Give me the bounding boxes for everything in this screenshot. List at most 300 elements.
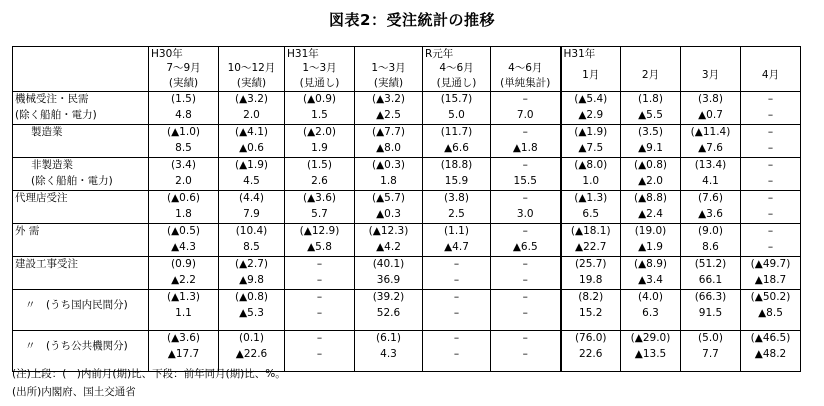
cell-top-value: (3.5)	[638, 126, 663, 138]
table-cell	[741, 191, 801, 224]
cell-bottom-value: ▲4.3	[171, 241, 196, 253]
cell-top-value: (▲3.2)	[235, 93, 268, 105]
cell-bottom-value: 2.5	[448, 208, 465, 220]
row-label-line	[15, 207, 148, 223]
cell-top-value: (▲0.5)	[167, 225, 200, 237]
column-header	[741, 47, 801, 92]
cell-bottom-value: 66.1	[698, 274, 723, 286]
table-cell	[355, 331, 423, 372]
table-cell	[423, 92, 491, 125]
cell-top-value: (25.7)	[574, 258, 607, 270]
table-cell	[741, 125, 801, 158]
cell-top-value: (1.1)	[444, 225, 469, 237]
cell-top-value: (4.0)	[638, 291, 663, 303]
row-label	[13, 257, 149, 290]
row-label	[13, 224, 149, 257]
table-cell	[355, 257, 423, 290]
cell-top-value: (15.7)	[440, 93, 473, 105]
cell-bottom-value: ▲5.8	[307, 241, 332, 253]
cell-top-value: (▲49.7)	[750, 258, 791, 270]
cell-top-value: (▲0.8)	[634, 159, 667, 171]
cell-top-value: (▲0.3)	[372, 159, 405, 171]
cell-top-value: (6.1)	[376, 332, 401, 344]
cell-bottom-value: ▲0.6	[239, 142, 264, 154]
table-cell	[561, 191, 621, 224]
cell-bottom-value: ▲9.1	[638, 142, 663, 154]
cell-top-value: (18.8)	[440, 159, 473, 171]
cell-bottom-value: ▲7.6	[698, 142, 723, 154]
cell-top-value: (13.4)	[694, 159, 727, 171]
table-cell	[621, 158, 681, 191]
row-label-line: (除く船舶・電力)	[31, 175, 113, 187]
cell-bottom-value: –	[767, 208, 774, 220]
column-header-line: (単純集計)	[500, 77, 551, 89]
table-cell	[423, 224, 491, 257]
table-row	[13, 224, 801, 257]
cell-top-value: (11.7)	[440, 126, 473, 138]
row-label-line: 〃 (うち公共機関分)	[25, 340, 128, 352]
cell-top-value: –	[316, 291, 323, 303]
table-row	[13, 92, 801, 125]
cell-bottom-value: 15.2	[579, 307, 603, 319]
cell-bottom-value: 4.3	[380, 348, 397, 360]
cell-bottom-value: ▲4.7	[444, 241, 469, 253]
cell-bottom-value: –	[453, 307, 460, 319]
row-label-line: 非製造業	[31, 159, 73, 171]
cell-bottom-value: 15.9	[444, 175, 469, 187]
table-cell	[355, 191, 423, 224]
cell-top-value: (1.5)	[307, 159, 332, 171]
cell-bottom-value: 5.7	[311, 208, 328, 220]
cell-top-value: (3.8)	[698, 93, 723, 105]
row-label-line	[15, 240, 148, 256]
table-cell	[149, 158, 219, 191]
cell-top-value: (▲1.3)	[574, 192, 608, 204]
cell-top-value: (0.1)	[239, 332, 264, 344]
orders-table	[12, 46, 801, 372]
table-cell	[355, 158, 423, 191]
cell-top-value: (40.1)	[372, 258, 405, 270]
cell-top-value: (▲7.7)	[372, 126, 405, 138]
cell-bottom-value: 1.1	[175, 307, 192, 319]
column-header	[621, 47, 681, 92]
cell-top-value: (66.3)	[694, 291, 727, 303]
cell-top-value: (1.8)	[638, 93, 663, 105]
table-cell	[561, 290, 621, 331]
cell-top-value: (39.2)	[372, 291, 405, 303]
cell-bottom-value: –	[453, 274, 460, 286]
column-header-line: 1月	[582, 69, 600, 81]
table-cell	[219, 158, 285, 191]
cell-top-value: (▲4.1)	[235, 126, 268, 138]
table-cell	[285, 92, 355, 125]
cell-bottom-value: ▲48.2	[754, 348, 787, 360]
row-label-line: 代理店受注	[15, 192, 68, 204]
cell-bottom-value: ▲3.4	[638, 274, 663, 286]
row-label-line	[15, 273, 148, 289]
column-header-line: (見通し)	[299, 77, 340, 89]
cell-top-value: (1.5)	[171, 93, 196, 105]
cell-top-value: –	[522, 332, 528, 344]
table-cell	[355, 224, 423, 257]
row-label-line: 機械受注・民需	[15, 93, 89, 105]
table-cell	[219, 290, 285, 331]
column-header-line: 1～3月	[302, 62, 337, 74]
row-label-line: 製造業	[31, 126, 63, 138]
cell-top-value: –	[522, 159, 528, 171]
table-cell	[741, 158, 801, 191]
column-header-line: 10～12月	[227, 62, 276, 74]
column-header	[561, 47, 621, 92]
table-cell	[681, 92, 741, 125]
cell-top-value: (▲2.0)	[303, 126, 336, 138]
table-cell	[285, 224, 355, 257]
cell-top-value: –	[767, 93, 774, 105]
cell-bottom-value: ▲2.0	[638, 175, 663, 187]
column-header	[149, 47, 219, 92]
cell-bottom-value: ▲9.8	[239, 274, 264, 286]
cell-top-value: (4.4)	[239, 192, 264, 204]
table-cell	[149, 224, 219, 257]
table-row	[13, 191, 801, 224]
cell-bottom-value: 6.5	[582, 208, 600, 220]
cell-top-value: (▲1.3)	[167, 291, 200, 303]
table-cell	[149, 125, 219, 158]
table-cell	[423, 191, 491, 224]
cell-top-value: –	[767, 225, 774, 237]
cell-bottom-value: ▲13.5	[634, 348, 667, 360]
cell-bottom-value: ▲0.3	[376, 208, 401, 220]
page-title: 図表2：受注統計の推移	[329, 11, 495, 29]
cell-bottom-value: 4.1	[702, 175, 719, 187]
cell-bottom-value: 6.3	[642, 307, 659, 319]
cell-top-value: –	[316, 258, 323, 270]
cell-bottom-value: 7.0	[516, 109, 534, 121]
cell-bottom-value: 4.5	[243, 175, 260, 187]
cell-bottom-value: 22.6	[579, 348, 603, 360]
cell-bottom-value: –	[522, 307, 528, 319]
cell-top-value: –	[767, 192, 774, 204]
table-cell	[285, 257, 355, 290]
column-header-line: 4～6月	[508, 62, 543, 74]
cell-bottom-value: ▲7.5	[578, 142, 604, 154]
row-label	[13, 290, 149, 331]
table-cell	[561, 158, 621, 191]
row-label	[13, 158, 149, 191]
cell-bottom-value: ▲8.0	[376, 142, 401, 154]
column-header	[355, 47, 423, 92]
cell-top-value: (19.0)	[634, 225, 667, 237]
table-cell	[621, 125, 681, 158]
column-header-line: (実績)	[168, 77, 199, 89]
cell-bottom-value: ▲2.2	[171, 274, 196, 286]
cell-top-value: –	[522, 126, 528, 138]
cell-top-value: (▲50.2)	[750, 291, 791, 303]
header-corner	[13, 47, 149, 92]
cell-top-value: (3.4)	[171, 159, 196, 171]
column-header	[681, 47, 741, 92]
table-cell	[681, 158, 741, 191]
cell-top-value: (▲3.2)	[372, 93, 405, 105]
cell-top-value: (9.0)	[698, 225, 723, 237]
column-header	[423, 47, 491, 92]
cell-bottom-value: ▲17.7	[167, 348, 200, 360]
cell-top-value: –	[522, 258, 528, 270]
table-cell	[491, 191, 561, 224]
cell-top-value: –	[453, 332, 460, 344]
table-cell	[491, 224, 561, 257]
cell-bottom-value: ▲22.6	[235, 348, 268, 360]
cell-top-value: –	[453, 291, 460, 303]
cell-top-value: –	[522, 291, 528, 303]
cell-top-value: (▲12.3)	[368, 225, 409, 237]
cell-bottom-value: –	[316, 307, 323, 319]
cell-bottom-value: 4.8	[175, 109, 192, 121]
cell-bottom-value: –	[316, 274, 323, 286]
table-cell	[621, 331, 681, 372]
table-cell	[219, 224, 285, 257]
column-header-line: (見通し)	[436, 77, 477, 89]
column-header	[219, 47, 285, 92]
table-cell	[621, 257, 681, 290]
cell-top-value: (▲5.7)	[372, 192, 405, 204]
cell-bottom-value: 2.0	[175, 175, 192, 187]
column-header	[491, 47, 561, 92]
table-cell	[681, 191, 741, 224]
cell-top-value: (10.4)	[235, 225, 268, 237]
cell-top-value: (▲46.5)	[750, 332, 791, 344]
table-cell	[681, 331, 741, 372]
table-cell	[219, 191, 285, 224]
cell-bottom-value: 8.5	[243, 241, 260, 253]
table-cell	[741, 290, 801, 331]
table-row	[13, 257, 801, 290]
cell-top-value: –	[522, 93, 528, 105]
cell-bottom-value: 1.8	[175, 208, 192, 220]
cell-bottom-value: –	[453, 348, 460, 360]
column-year: R元年	[425, 48, 454, 60]
table-cell	[621, 92, 681, 125]
cell-bottom-value: –	[767, 241, 774, 253]
cell-bottom-value: 1.8	[380, 175, 397, 187]
table-cell	[423, 331, 491, 372]
cell-top-value: –	[767, 126, 774, 138]
cell-bottom-value: ▲22.7	[575, 241, 607, 253]
table-cell	[423, 290, 491, 331]
table-cell	[561, 125, 621, 158]
cell-bottom-value: ▲1.8	[512, 142, 538, 154]
table-cell	[681, 290, 741, 331]
table-cell	[491, 92, 561, 125]
cell-bottom-value: ▲4.2	[376, 241, 401, 253]
cell-bottom-value: 2.0	[243, 109, 260, 121]
cell-top-value: (▲12.9)	[299, 225, 340, 237]
cell-top-value: (▲1.9)	[235, 159, 268, 171]
cell-top-value: (▲2.7)	[235, 258, 268, 270]
cell-top-value: (5.0)	[698, 332, 723, 344]
row-label	[13, 191, 149, 224]
cell-top-value: (▲0.9)	[303, 93, 336, 105]
cell-top-value: (76.0)	[574, 332, 607, 344]
column-header-line: 4月	[761, 69, 780, 81]
table-cell	[681, 257, 741, 290]
table-cell	[219, 92, 285, 125]
cell-top-value: –	[453, 258, 460, 270]
table-cell	[355, 290, 423, 331]
table-cell	[423, 125, 491, 158]
cell-top-value: (8.2)	[578, 291, 604, 303]
table-cell	[741, 257, 801, 290]
table-cell	[561, 257, 621, 290]
footnote: (注)上段：( )内前月(期)比、下段：前年同月(期)比、%。	[12, 368, 286, 380]
column-year: H31年	[563, 48, 596, 60]
cell-bottom-value: 15.5	[513, 175, 537, 187]
cell-top-value: (▲0.8)	[235, 291, 268, 303]
column-header-line: 2月	[641, 69, 660, 81]
column-header-line: 4～6月	[439, 62, 474, 74]
column-header-line: 1～3月	[371, 62, 406, 74]
cell-bottom-value: ▲0.7	[698, 109, 723, 121]
table-cell	[621, 290, 681, 331]
column-header	[285, 47, 355, 92]
cell-top-value: (▲3.6)	[167, 332, 200, 344]
table-cell	[491, 331, 561, 372]
table-cell	[285, 191, 355, 224]
cell-top-value: (▲1.9)	[574, 126, 608, 138]
cell-top-value: (▲8.0)	[574, 159, 608, 171]
cell-bottom-value: 1.5	[311, 109, 328, 121]
table-cell	[681, 125, 741, 158]
cell-top-value: (51.2)	[694, 258, 727, 270]
cell-top-value: (▲0.6)	[167, 192, 200, 204]
column-header-line: 3月	[701, 69, 720, 81]
cell-bottom-value: ▲2.4	[638, 208, 663, 220]
cell-bottom-value: 8.6	[702, 241, 719, 253]
cell-bottom-value: ▲1.9	[638, 241, 663, 253]
cell-bottom-value: 52.6	[376, 307, 401, 319]
table-cell	[149, 191, 219, 224]
column-year: H31年	[287, 48, 319, 60]
source-note: (出所)内閣府、国土交通省	[12, 386, 136, 398]
row-label-line: 建設工事受注	[15, 258, 78, 270]
cell-top-value: –	[522, 225, 528, 237]
cell-top-value: –	[767, 159, 774, 171]
table-cell	[285, 125, 355, 158]
row-label-line: 外 需	[15, 225, 40, 237]
table-row	[13, 290, 801, 331]
table-cell	[741, 92, 801, 125]
row-label-line	[31, 141, 148, 157]
column-header-line: (実績)	[373, 77, 404, 89]
table-cell	[423, 158, 491, 191]
table-cell	[491, 158, 561, 191]
cell-top-value: –	[522, 192, 528, 204]
cell-bottom-value: –	[522, 274, 528, 286]
table-cell	[621, 191, 681, 224]
cell-top-value: (▲5.4)	[574, 93, 608, 105]
table-cell	[149, 290, 219, 331]
cell-bottom-value: 36.9	[376, 274, 401, 286]
table-cell	[219, 257, 285, 290]
cell-top-value: (▲8.9)	[634, 258, 667, 270]
cell-bottom-value: ▲5.3	[239, 307, 264, 319]
table-cell	[741, 224, 801, 257]
cell-top-value: (▲29.0)	[630, 332, 671, 344]
cell-bottom-value: 1.9	[311, 142, 328, 154]
column-header-line: 7～9月	[166, 62, 201, 74]
table-cell	[285, 158, 355, 191]
cell-bottom-value: 19.8	[579, 274, 603, 286]
table-cell	[355, 125, 423, 158]
table-cell	[355, 92, 423, 125]
cell-bottom-value: ▲2.9	[578, 109, 604, 121]
row-label-line: (除く船舶・電力)	[15, 109, 97, 121]
table-cell	[561, 224, 621, 257]
cell-bottom-value: –	[522, 348, 528, 360]
cell-bottom-value: –	[316, 348, 323, 360]
cell-top-value: (▲11.4)	[690, 126, 731, 138]
cell-bottom-value: ▲5.5	[638, 109, 663, 121]
table-cell	[681, 224, 741, 257]
row-label	[13, 125, 149, 158]
cell-bottom-value: 2.6	[311, 175, 328, 187]
cell-top-value: (▲8.8)	[634, 192, 667, 204]
cell-bottom-value: 1.0	[582, 175, 600, 187]
cell-bottom-value: 91.5	[698, 307, 723, 319]
header-row	[13, 47, 801, 92]
row-label	[13, 92, 149, 125]
column-year: H30年	[151, 48, 183, 60]
table-cell	[423, 257, 491, 290]
table-cell	[149, 92, 219, 125]
cell-bottom-value: 5.0	[448, 109, 465, 121]
cell-bottom-value: 7.9	[243, 208, 260, 220]
cell-top-value: (▲3.6)	[303, 192, 336, 204]
cell-bottom-value: –	[767, 109, 774, 121]
row-label-line	[25, 314, 148, 330]
table-cell	[561, 92, 621, 125]
cell-top-value: (0.9)	[171, 258, 196, 270]
cell-bottom-value: –	[767, 175, 774, 187]
table-cell	[491, 290, 561, 331]
table-cell	[219, 125, 285, 158]
table-cell	[741, 331, 801, 372]
cell-bottom-value: –	[767, 142, 774, 154]
cell-top-value: (3.8)	[444, 192, 469, 204]
table-row	[13, 158, 801, 191]
column-header-line: (実績)	[236, 77, 267, 89]
cell-bottom-value: 3.0	[516, 208, 534, 220]
cell-bottom-value: ▲18.7	[754, 274, 787, 286]
cell-bottom-value: ▲3.6	[698, 208, 723, 220]
table-cell	[491, 125, 561, 158]
table-cell	[285, 331, 355, 372]
table-cell	[621, 224, 681, 257]
table-cell	[561, 331, 621, 372]
cell-bottom-value: ▲6.6	[444, 142, 469, 154]
table-cell	[491, 257, 561, 290]
cell-top-value: –	[316, 332, 323, 344]
table-row	[13, 125, 801, 158]
cell-bottom-value: 8.5	[175, 142, 192, 154]
table-cell	[285, 290, 355, 331]
cell-bottom-value: ▲6.5	[512, 241, 538, 253]
table-cell	[149, 257, 219, 290]
cell-top-value: (▲18.1)	[570, 225, 611, 237]
cell-bottom-value: ▲8.5	[758, 307, 783, 319]
row-label-line: 〃 (うち国内民間分)	[25, 299, 128, 311]
cell-bottom-value: 7.7	[702, 348, 719, 360]
